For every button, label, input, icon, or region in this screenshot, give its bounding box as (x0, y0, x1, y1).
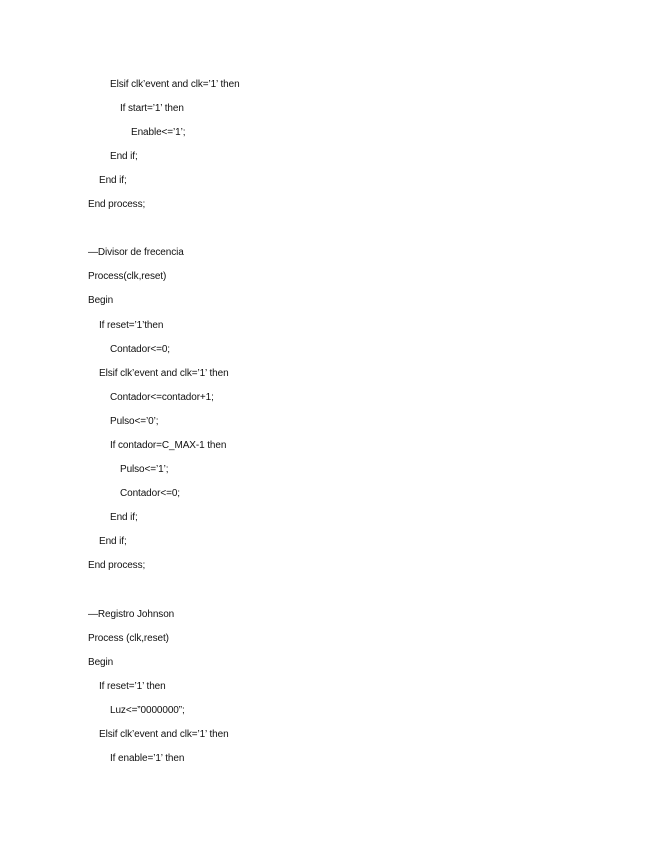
code-line: Pulso<=’1’; (120, 464, 169, 475)
code-line: End if; (110, 512, 138, 523)
code-line: Pulso<=’0’; (110, 416, 159, 427)
code-line: If enable=’1’ then (110, 753, 185, 764)
code-line: If reset=’1’then (99, 320, 164, 331)
code-line: If reset=’1’ then (99, 681, 166, 692)
code-line: If contador=C_MAX-1 then (110, 440, 227, 451)
code-line: End process; (88, 199, 146, 210)
code-line: End process; (88, 560, 146, 571)
code-line: Process (clk,reset) (88, 633, 169, 644)
code-line: Enable<=’1’; (131, 127, 186, 138)
code-line: End if; (110, 151, 138, 162)
code-line: End if; (99, 536, 127, 547)
code-line: Elsif clk’event and clk=’1’ then (99, 729, 229, 740)
code-line: Elsif clk’event and clk=’1’ then (99, 368, 229, 379)
code-line: Elsif clk’event and clk=’1’ then (110, 79, 240, 90)
code-line: Luz<=”0000000”; (110, 705, 185, 716)
code-line: If start=’1’ then (120, 103, 184, 114)
code-line: Process(clk,reset) (88, 271, 167, 282)
code-line: Contador<=contador+1; (110, 392, 214, 403)
code-line: Contador<=0; (110, 344, 170, 355)
code-line: Begin (88, 295, 114, 306)
code-comment: —Registro Johnson (88, 609, 175, 620)
code-comment: —Divisor de frecencia (88, 247, 184, 258)
code-line: End if; (99, 175, 127, 186)
code-line: Contador<=0; (120, 488, 180, 499)
code-line: Begin (88, 657, 114, 668)
